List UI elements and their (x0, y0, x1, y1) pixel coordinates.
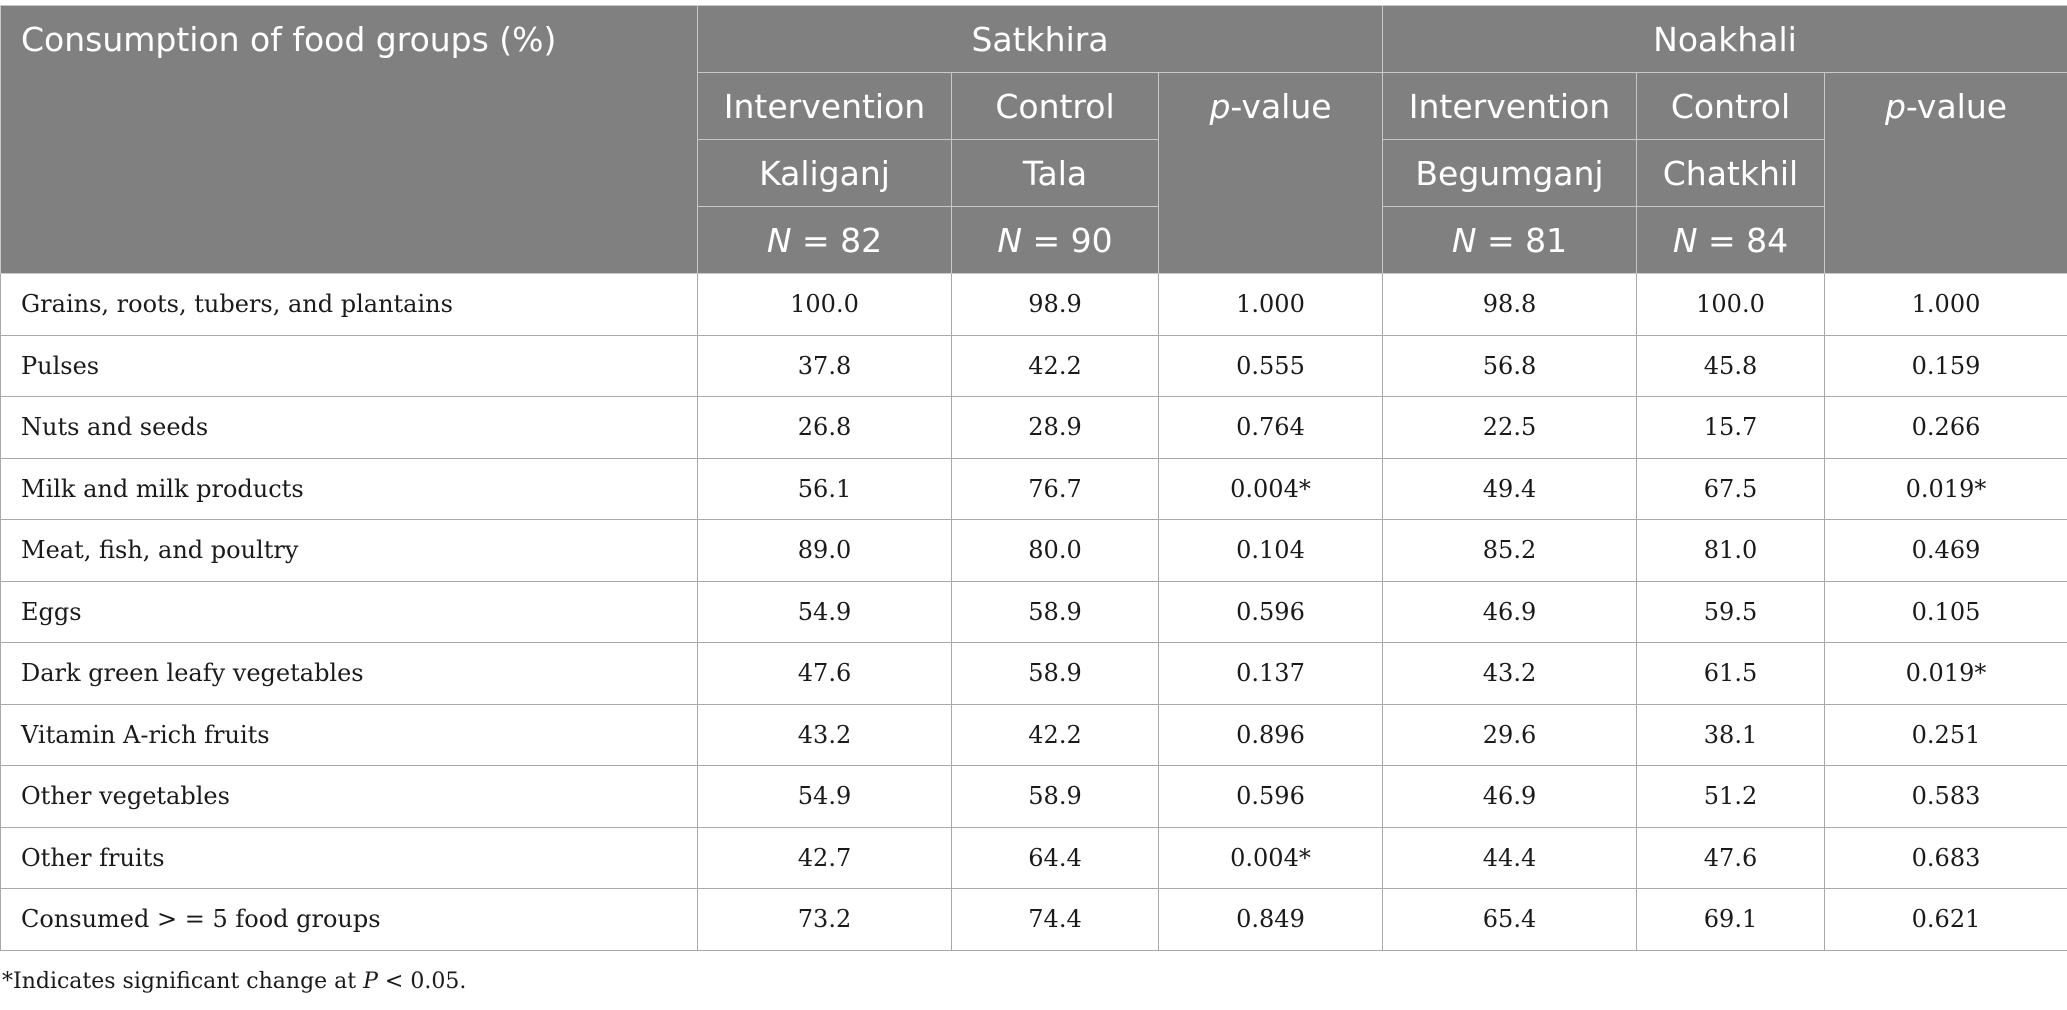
cell-noakhali-intervention: 29.6 (1383, 704, 1637, 766)
cell-noakhali-intervention: 44.4 (1383, 827, 1637, 889)
place-header-begumganj: Begumganj (1383, 140, 1637, 207)
cell-satkhira-control: 28.9 (952, 397, 1159, 459)
cell-noakhali-control: 67.5 (1637, 458, 1825, 520)
table-row (1, 766, 2067, 828)
table-body (1, 274, 2067, 951)
cell-noakhali-control: 100.0 (1637, 274, 1825, 336)
cell-noakhali-pvalue: 0.621 (1825, 889, 2067, 951)
row-label: Other fruits (1, 827, 698, 889)
cell-noakhali-control: 45.8 (1637, 335, 1825, 397)
group-header-intervention: Intervention (698, 73, 952, 140)
cell-satkhira-intervention: 89.0 (698, 520, 952, 582)
place-header-kaliganj: Kaliganj (698, 140, 952, 207)
cell-noakhali-control: 81.0 (1637, 520, 1825, 582)
cell-satkhira-intervention: 42.7 (698, 827, 952, 889)
cell-satkhira-pvalue: 0.555 (1159, 335, 1383, 397)
cell-satkhira-pvalue: 0.004* (1159, 458, 1383, 520)
sample-size-chatkhil: N = 84 (1637, 207, 1825, 274)
cell-satkhira-pvalue: 0.004* (1159, 827, 1383, 889)
table-row (1, 520, 2067, 582)
cell-satkhira-control: 42.2 (952, 704, 1159, 766)
group-header-control: Control (1637, 73, 1825, 140)
sample-size-begumganj: N = 81 (1383, 207, 1637, 274)
cell-noakhali-control: 59.5 (1637, 581, 1825, 643)
cell-satkhira-intervention: 43.2 (698, 704, 952, 766)
cell-noakhali-pvalue: 0.019* (1825, 458, 2067, 520)
cell-noakhali-control: 38.1 (1637, 704, 1825, 766)
pvalue-header: p-value (1159, 73, 1383, 274)
food-groups-table (0, 5, 2067, 951)
cell-noakhali-intervention: 85.2 (1383, 520, 1637, 582)
row-label: Dark green leafy vegetables (1, 643, 698, 705)
sample-size-tala: N = 90 (952, 207, 1159, 274)
row-label: Eggs (1, 581, 698, 643)
region-header-satkhira: Satkhira (698, 6, 1383, 73)
row-label: Grains, roots, tubers, and plantains (1, 274, 698, 336)
table-row (1, 335, 2067, 397)
cell-noakhali-pvalue: 1.000 (1825, 274, 2067, 336)
table-header (1, 6, 2067, 274)
row-label: Other vegetables (1, 766, 698, 828)
cell-satkhira-pvalue: 0.896 (1159, 704, 1383, 766)
place-header-chatkhil: Chatkhil (1637, 140, 1825, 207)
cell-noakhali-intervention: 43.2 (1383, 643, 1637, 705)
cell-noakhali-intervention: 56.8 (1383, 335, 1637, 397)
cell-satkhira-control: 58.9 (952, 766, 1159, 828)
cell-noakhali-intervention: 49.4 (1383, 458, 1637, 520)
cell-satkhira-control: 76.7 (952, 458, 1159, 520)
table-row (1, 397, 2067, 459)
cell-noakhali-pvalue: 0.251 (1825, 704, 2067, 766)
cell-noakhali-intervention: 46.9 (1383, 766, 1637, 828)
cell-noakhali-intervention: 22.5 (1383, 397, 1637, 459)
cell-satkhira-pvalue: 0.764 (1159, 397, 1383, 459)
region-header-noakhali: Noakhali (1383, 6, 2067, 73)
pvalue-header: p-value (1825, 73, 2067, 274)
cell-noakhali-control: 15.7 (1637, 397, 1825, 459)
footnote: *Indicates significant change at P < 0.05. (2, 968, 467, 994)
cell-satkhira-pvalue: 1.000 (1159, 274, 1383, 336)
cell-satkhira-control: 80.0 (952, 520, 1159, 582)
cell-satkhira-control: 42.2 (952, 335, 1159, 397)
cell-satkhira-pvalue: 0.596 (1159, 581, 1383, 643)
cell-noakhali-intervention: 98.8 (1383, 274, 1637, 336)
cell-satkhira-intervention: 100.0 (698, 274, 952, 336)
table-container (0, 5, 2067, 994)
cell-satkhira-intervention: 56.1 (698, 458, 952, 520)
row-label: Vitamin A-rich fruits (1, 704, 698, 766)
group-header-control: Control (952, 73, 1159, 140)
cell-satkhira-pvalue: 0.596 (1159, 766, 1383, 828)
cell-noakhali-pvalue: 0.105 (1825, 581, 2067, 643)
row-label: Consumed > = 5 food groups (1, 889, 698, 951)
cell-satkhira-intervention: 73.2 (698, 889, 952, 951)
table-row (1, 581, 2067, 643)
cell-noakhali-pvalue: 0.159 (1825, 335, 2067, 397)
corner-header: Consumption of food groups (%) (1, 6, 698, 274)
cell-noakhali-pvalue: 0.683 (1825, 827, 2067, 889)
table-row (1, 458, 2067, 520)
cell-noakhali-control: 61.5 (1637, 643, 1825, 705)
cell-satkhira-control: 98.9 (952, 274, 1159, 336)
cell-noakhali-control: 51.2 (1637, 766, 1825, 828)
row-label: Nuts and seeds (1, 397, 698, 459)
cell-satkhira-control: 58.9 (952, 581, 1159, 643)
table-row (1, 827, 2067, 889)
cell-satkhira-pvalue: 0.137 (1159, 643, 1383, 705)
row-label: Milk and milk products (1, 458, 698, 520)
table-row (1, 704, 2067, 766)
place-header-tala: Tala (952, 140, 1159, 207)
cell-noakhali-pvalue: 0.583 (1825, 766, 2067, 828)
cell-noakhali-control: 69.1 (1637, 889, 1825, 951)
cell-satkhira-intervention: 37.8 (698, 335, 952, 397)
cell-noakhali-pvalue: 0.469 (1825, 520, 2067, 582)
cell-satkhira-pvalue: 0.849 (1159, 889, 1383, 951)
group-header-intervention: Intervention (1383, 73, 1637, 140)
sample-size-kaliganj: N = 82 (698, 207, 952, 274)
cell-noakhali-pvalue: 0.266 (1825, 397, 2067, 459)
table-row (1, 889, 2067, 951)
cell-satkhira-pvalue: 0.104 (1159, 520, 1383, 582)
cell-satkhira-control: 58.9 (952, 643, 1159, 705)
cell-satkhira-control: 64.4 (952, 827, 1159, 889)
row-label: Meat, fish, and poultry (1, 520, 698, 582)
table-row (1, 643, 2067, 705)
cell-noakhali-intervention: 65.4 (1383, 889, 1637, 951)
cell-satkhira-control: 74.4 (952, 889, 1159, 951)
table-row (1, 274, 2067, 336)
row-label: Pulses (1, 335, 698, 397)
cell-satkhira-intervention: 54.9 (698, 766, 952, 828)
cell-noakhali-pvalue: 0.019* (1825, 643, 2067, 705)
cell-satkhira-intervention: 26.8 (698, 397, 952, 459)
cell-noakhali-intervention: 46.9 (1383, 581, 1637, 643)
cell-satkhira-intervention: 47.6 (698, 643, 952, 705)
cell-noakhali-control: 47.6 (1637, 827, 1825, 889)
cell-satkhira-intervention: 54.9 (698, 581, 952, 643)
